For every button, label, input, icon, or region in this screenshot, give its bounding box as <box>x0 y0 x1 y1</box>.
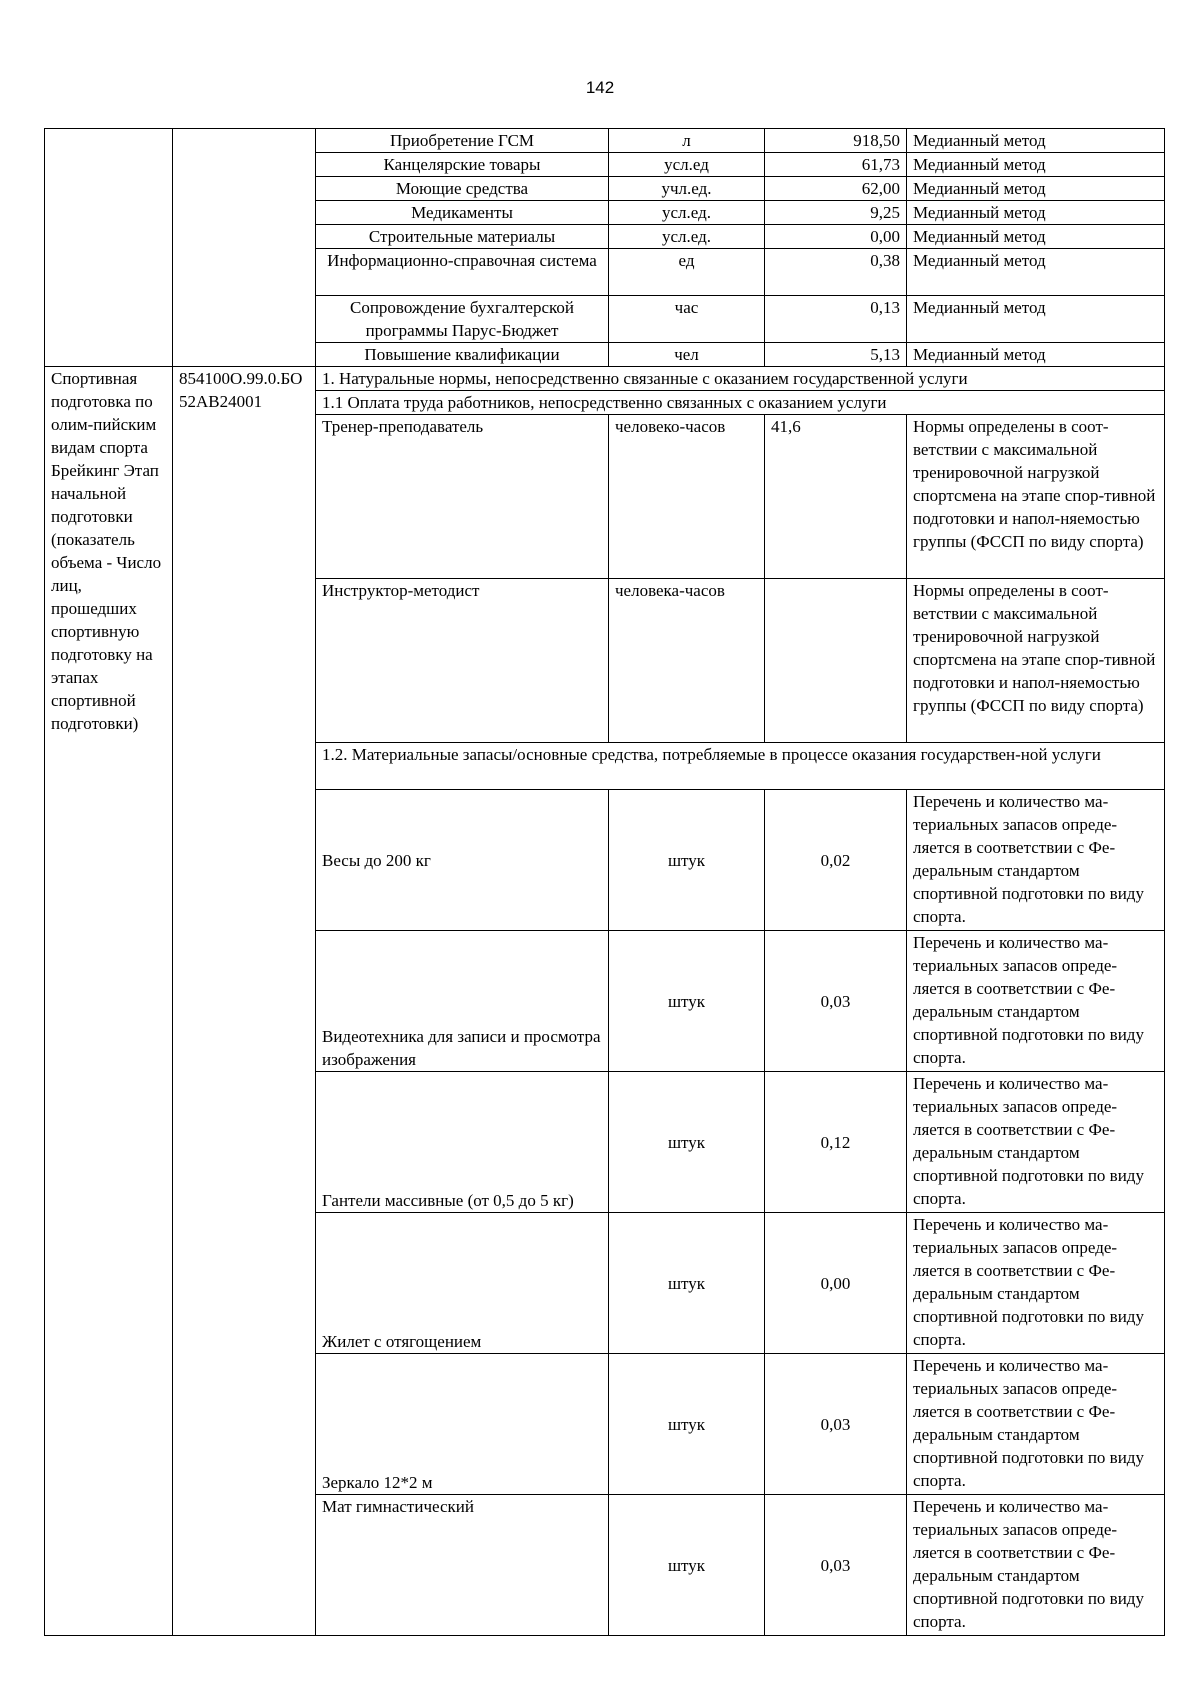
item-unit: человеко-часов <box>609 415 765 579</box>
item-unit: человека-часов <box>609 579 765 743</box>
item-value: 41,6 <box>765 415 907 579</box>
item-unit: штук <box>609 1495 765 1636</box>
service-code: 854100О.99.0.БО52АВ24001 <box>173 367 316 1636</box>
item-name: Медикаменты <box>316 201 609 225</box>
item-name: Жилет с отягощением <box>316 1213 609 1354</box>
item-note: Перечень и количество ма-териальных запасов опреде-ляется в соответствии с Фе-деральным стандартом спортивной подготовки по виду спорта. <box>907 1072 1165 1213</box>
section-heading: 1.2. Материальные запасы/основные средства, потребляемые в процессе оказания государствен-ной услуги <box>316 743 1165 790</box>
item-unit: л <box>609 129 765 153</box>
item-value: 0,00 <box>765 1213 907 1354</box>
item-value: 0,02 <box>765 790 907 931</box>
item-note: Нормы определены в соот-ветствии с максимальной тренировочной нагрузкой спортсмена на этапе спор-тивной подготовки и напол-няемостью группы (ФССП по виду спорта) <box>907 415 1165 579</box>
item-unit: усл.ед. <box>609 225 765 249</box>
item-method: Медианный метод <box>907 129 1165 153</box>
item-value: 0,12 <box>765 1072 907 1213</box>
item-name: Канцелярские товары <box>316 153 609 177</box>
item-value <box>765 579 907 743</box>
section-heading: 1. Натуральные нормы, непосредственно связанные с оказанием государственной услуги <box>316 367 1165 391</box>
section-heading: 1.1 Оплата труда работников, непосредственно связанных с оказанием услуги <box>316 391 1165 415</box>
item-name: Зеркало 12*2 м <box>316 1354 609 1495</box>
item-unit: штук <box>609 931 765 1072</box>
item-name: Видеотехника для записи и просмотра изображения <box>316 931 609 1072</box>
item-value: 0,03 <box>765 931 907 1072</box>
item-unit: штук <box>609 790 765 931</box>
item-unit: усл.ед <box>609 153 765 177</box>
item-name: Весы до 200 кг <box>316 790 609 931</box>
item-method: Медианный метод <box>907 201 1165 225</box>
item-note: Перечень и количество ма-териальных запасов опреде-ляется в соответствии с Фе-деральным стандартом спортивной подготовки по виду спорта. <box>907 1354 1165 1495</box>
item-value: 918,50 <box>765 129 907 153</box>
item-value: 62,00 <box>765 177 907 201</box>
item-method: Медианный метод <box>907 343 1165 367</box>
item-unit: штук <box>609 1354 765 1495</box>
item-name: Моющие средства <box>316 177 609 201</box>
empty-cell <box>173 129 316 367</box>
item-name: Сопровождение бухгалтерской программы Парус-Бюджет <box>316 296 609 343</box>
item-value: 0,13 <box>765 296 907 343</box>
item-name: Тренер-преподаватель <box>316 415 609 579</box>
table-row <box>45 129 1165 153</box>
item-value: 61,73 <box>765 153 907 177</box>
item-name: Гантели массивные (от 0,5 до 5 кг) <box>316 1072 609 1213</box>
item-method: Медианный метод <box>907 177 1165 201</box>
page-number: 142 <box>585 78 615 97</box>
item-method: Медианный метод <box>907 225 1165 249</box>
item-value: 0,38 <box>765 249 907 296</box>
item-note: Нормы определены в соот-ветствии с максимальной тренировочной нагрузкой спортсмена на этапе спор-тивной подготовки и напол-няемостью группы (ФССП по виду спорта) <box>907 579 1165 743</box>
item-unit: час <box>609 296 765 343</box>
item-name: Строительные материалы <box>316 225 609 249</box>
item-unit: ед <box>609 249 765 296</box>
item-name: Информационно-справочная система <box>316 249 609 296</box>
item-unit: штук <box>609 1213 765 1354</box>
item-name: Инструктор-методист <box>316 579 609 743</box>
item-value: 0,00 <box>765 225 907 249</box>
item-note: Перечень и количество ма-териальных запасов опреде-ляется в соответствии с Фе-деральным стандартом спортивной подготовки по виду спорта. <box>907 1213 1165 1354</box>
item-name: Приобретение ГСМ <box>316 129 609 153</box>
item-value: 9,25 <box>765 201 907 225</box>
item-value: 0,03 <box>765 1354 907 1495</box>
item-unit: чел <box>609 343 765 367</box>
item-unit: штук <box>609 1072 765 1213</box>
item-name: Повышение квалификации <box>316 343 609 367</box>
item-unit: учл.ед. <box>609 177 765 201</box>
table-row <box>45 367 1165 391</box>
item-method: Медианный метод <box>907 249 1165 296</box>
item-value: 5,13 <box>765 343 907 367</box>
item-value: 0,03 <box>765 1495 907 1636</box>
item-note: Перечень и количество ма-териальных запасов опреде-ляется в соответствии с Фе-деральным стандартом спортивной подготовки по виду спорта. <box>907 790 1165 931</box>
item-name: Мат гимнастический <box>316 1495 609 1636</box>
empty-cell <box>45 129 173 367</box>
item-method: Медианный метод <box>907 153 1165 177</box>
service-name: Спортивная подготовка по олим-пийским видам спорта Брейкинг Этап начальной подготовки (показатель объема - Число лиц, прошедших спортивную подготовку на этапах спортивной подготовки) <box>45 367 173 1636</box>
norms-table <box>44 128 1165 1636</box>
item-note: Перечень и количество ма-териальных запасов опреде-ляется в соответствии с Фе-деральным стандартом спортивной подготовки по виду спорта. <box>907 1495 1165 1636</box>
item-unit: усл.ед. <box>609 201 765 225</box>
item-method: Медианный метод <box>907 296 1165 343</box>
item-note: Перечень и количество ма-териальных запасов опреде-ляется в соответствии с Фе-деральным стандартом спортивной подготовки по виду спорта. <box>907 931 1165 1072</box>
